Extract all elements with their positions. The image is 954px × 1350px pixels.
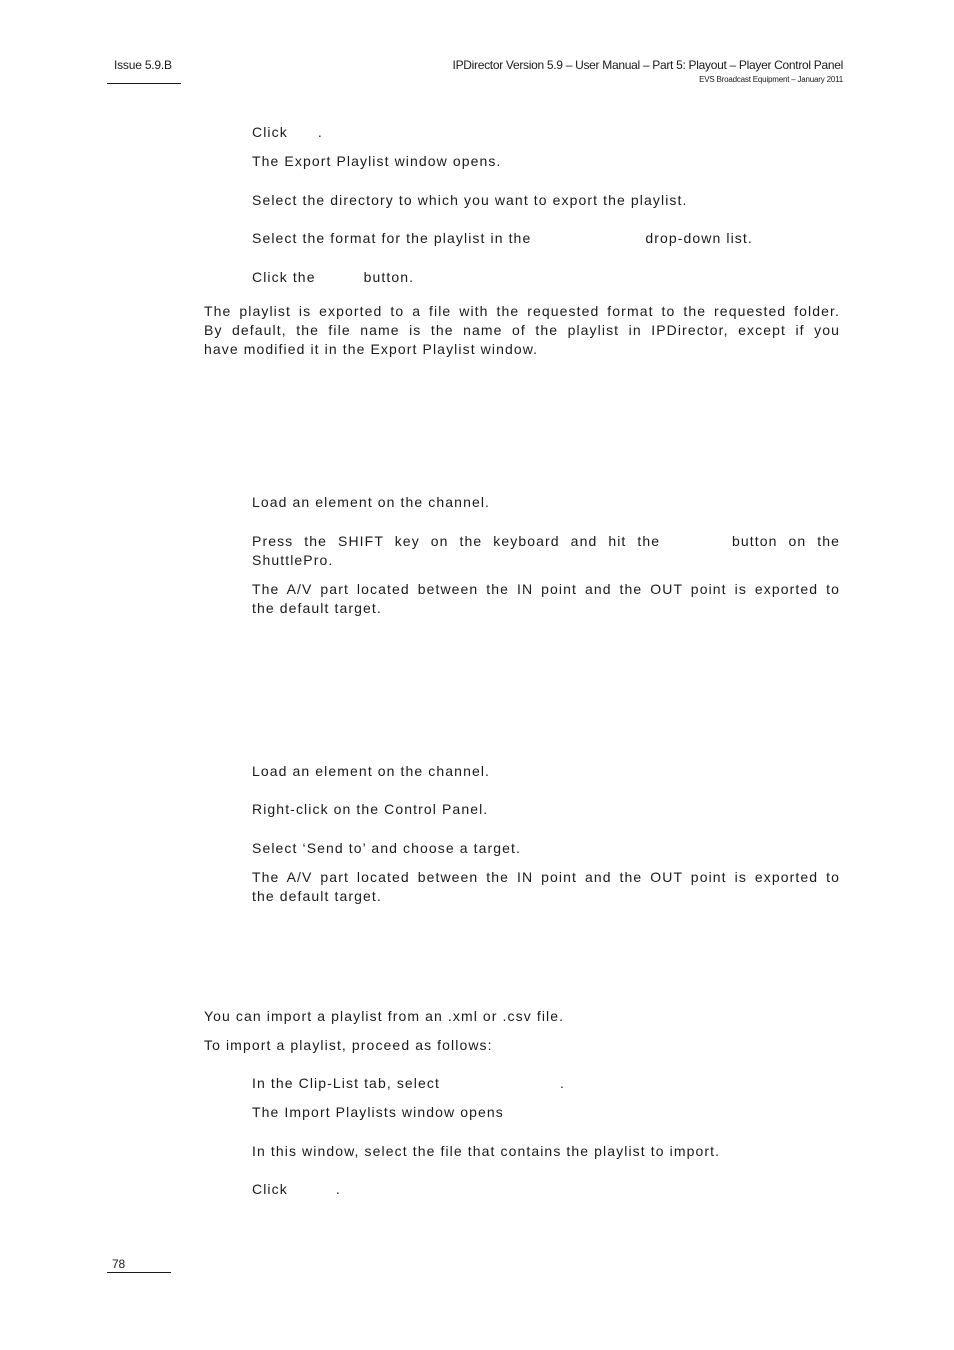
shuttle-step-1: Load an element on the channel. <box>252 494 491 510</box>
header-issue: Issue 5.9.B <box>114 58 172 72</box>
import-step-1-result: The Import Playlists window opens <box>252 1104 504 1120</box>
export-step-4-start: Click the <box>252 269 316 285</box>
import-step-1 <box>252 1074 565 1093</box>
context-step-1: Load an element on the channel. <box>252 763 491 779</box>
export-result-line-2: By default, the file name is the name of the playlist in IPDirector, except if you <box>204 322 840 338</box>
export-result-line-1: The playlist is exported to a file with the requested format to the requested folder. <box>204 303 840 319</box>
export-step-1-end: . <box>317 124 323 140</box>
import-step-2: In this window, select the file that contains the playlist to import. <box>252 1143 721 1159</box>
export-step-2: Select the directory to which you want to export the playlist. <box>252 192 688 208</box>
export-step-4 <box>252 268 414 287</box>
shuttle-step-2-end: button on the <box>731 533 840 549</box>
import-intro: You can import a playlist from an .xml or .csv file. <box>204 1008 565 1024</box>
context-step-2: Right-click on the Control Panel. <box>252 801 489 817</box>
import-proceed: To import a playlist, proceed as follows: <box>204 1037 493 1053</box>
import-step-3-text: Click <box>252 1181 288 1197</box>
import-step-3-end: . <box>335 1181 341 1197</box>
import-step-1-end: . <box>560 1075 565 1091</box>
header-subtitle: EVS Broadcast Equipment – January 2011 <box>699 75 843 84</box>
export-step-1-result: The Export Playlist window opens. <box>252 153 502 169</box>
footer-rule <box>107 1272 171 1273</box>
export-step-3-end: drop-down list. <box>645 230 753 246</box>
import-step-3 <box>252 1180 341 1199</box>
import-step-1-start: In the Clip-List tab, select <box>252 1075 440 1091</box>
shuttle-result-line-2: the default target. <box>252 600 382 616</box>
header-rule <box>107 83 181 84</box>
shuttle-step-2-line-2: ShuttlePro. <box>252 552 334 568</box>
export-step-1-text: Click <box>252 124 288 140</box>
export-step-3-start: Select the format for the playlist in the <box>252 230 532 246</box>
shuttle-step-2-start: Press the SHIFT key on the keyboard and hit the <box>252 533 661 549</box>
page-number: 78 <box>112 1257 125 1271</box>
export-step-4-end: button. <box>363 269 415 285</box>
export-step-1 <box>252 123 323 142</box>
export-step-3 <box>252 229 753 248</box>
shuttle-step-2 <box>252 532 840 551</box>
shuttle-result-line-1: The A/V part located between the IN point and the OUT point is exported to <box>252 581 840 597</box>
context-step-3: Select ‘Send to’ and choose a target. <box>252 840 521 856</box>
context-result-line-1: The A/V part located between the IN point and the OUT point is exported to <box>252 869 840 885</box>
header-title: IPDirector Version 5.9 – User Manual – Part 5: Playout – Player Control Panel <box>452 58 843 72</box>
context-result-line-2: the default target. <box>252 888 382 904</box>
export-result-line-3: have modified it in the Export Playlist window. <box>204 341 539 357</box>
